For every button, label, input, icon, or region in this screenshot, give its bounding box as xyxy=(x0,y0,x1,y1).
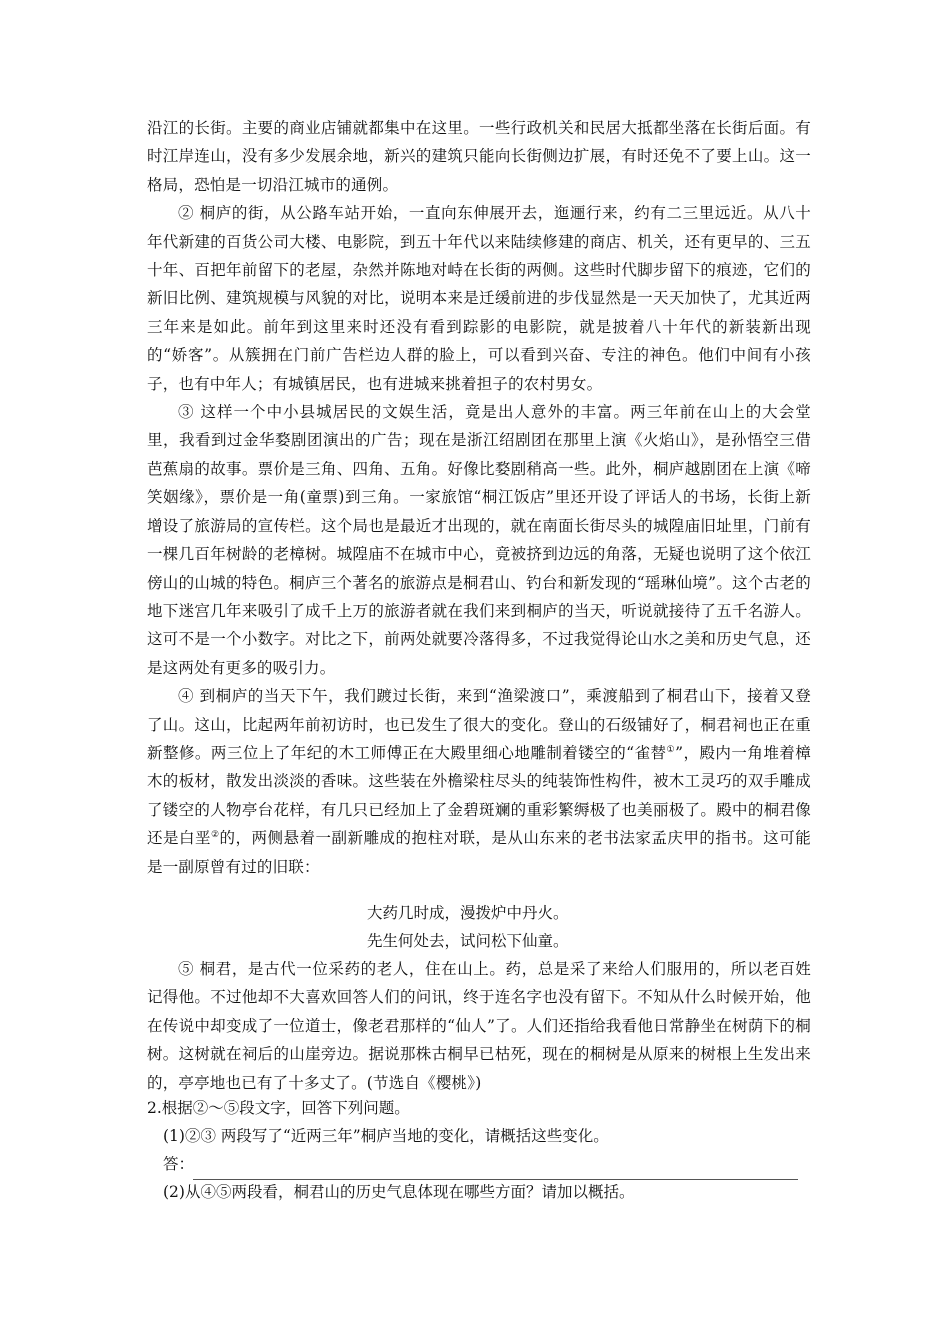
paragraph-4 xyxy=(147,682,811,881)
paragraph-4-part-c: 的，两侧悬着一副新雕成的抱柱对联，是从山东来的老书法家孟庆甲的指书。这可能是一副原曾有过的旧联： xyxy=(147,829,811,876)
paragraph-4-part-b: ”，殿内一角堆着樟木的板材，散发出淡淡的香味。这些装在外檐梁柱尽头的纯装饰性构件，被木工灵巧的双手雕成了镂空的人物亭台花样，有几只已经加上了金碧斑斓的重彩繁缛极了也美丽极了。殿中的桐君像还是白垩 xyxy=(147,743,811,848)
answer-label: 答： xyxy=(163,1155,195,1173)
paragraph-1: 沿江的长街。主要的商业店铺就都集中在这里。一些行政机关和民居大抵都坐落在长街后面。有时江岸连山，没有多少发展余地，新兴的建筑只能向长街侧边扩展，有时还免不了要上山。这一格局，恐怕是一切沿江城市的通例。 xyxy=(147,119,811,194)
paragraph-2: ② 桐庐的街，从公路车站开始，一直向东伸展开去，迤逦行来，约有二三里远近。从八十年代新建的百货公司大楼、电影院，到五十年代以来陆续修建的商店、机关，还有更早的、三五十年、百把年前留下的老屋，杂然并陈地对峙在长街的两侧。这些时代脚步留下的痕迹，它们的新旧比例、建筑规模与风貌的对比，说明本来是迁缓前进的步伐显然是一天天加快了，尤其近两三年来是如此。前年到这里来时还没有看到踪影的电影院，就是披着八十年代的新装新出现的“娇客”。从簇拥在门前广告栏边人群的脸上，可以看到兴奋、专注的神色。他们中间有小孩子，也有中年人；有城镇居民，也有进城来挑着担子的农村男女。 xyxy=(147,204,811,393)
question-2-2: (2)从④⑤两段看，桐君山的历史气息体现在哪些方面？请加以概括。 xyxy=(163,1183,635,1201)
footnote-marker-1: ① xyxy=(666,744,676,755)
couplet-line-1: 大药几时成，漫拨炉中丹火。 xyxy=(367,904,569,922)
footnote-marker-2: ② xyxy=(210,830,220,840)
paragraph-5: ⑤ 桐君，是古代一位采药的老人，住在山上。药，总是采了来给人们服用的，所以老百姓记得他。不过他却不大喜欢回答人们的问讯，终于连名字也没有留下。不知从什么时候开始，他在传说中却变成了一位道士，像老君那样的“仙人”了。人们还指给我看他日常静坐在树荫下的桐树。这树就在祠后的山崖旁边。据说那株古桐早已枯死，现在的桐树是从原来的树根上生发出来的，亭亭地也已有了十多丈了。(节选自《樱桃》) xyxy=(147,960,811,1092)
paragraph-4-part-a: ④ 到桐庐的当天下午，我们踱过长街，来到“渔梁渡口”，乘渡船到了桐君山下，接着又登了山。这山，比起两年前初访时，也已发生了很大的变化。登山的石级铺好了，桐君祠也正在重新整修。两三位上了年纪的木工师傅正在大殿里细心地雕制着镂空的“雀替 xyxy=(147,687,811,762)
paragraph-3: ③ 这样一个中小县城居民的文娱生活，竟是出人意外的丰富。两三年前在山上的大会堂里，我看到过金华婺剧团演出的广告；现在是浙江绍剧团在那里上演《火焰山》，是孙悟空三借芭蕉扇的故事。票价是三角、四角、五角。好像比婺剧稍高一些。此外，桐庐越剧团在上演《啼笑姻缘》，票价是一角(童票)到三角。一家旅馆“桐江饭店”里还开设了评话人的书场，长街上新增设了旅游局的宣传栏。这个局也是最近才出现的，就在南面长街尽头的城隍庙旧址里，门前有一棵几百年树龄的老樟树。城隍庙不在城市中心，竟被挤到边远的角落，无疑也说明了这个依江傍山的山城的特色。桐庐三个著名的旅游点是桐君山、钓台和新发现的“瑶琳仙境”。这个古老的地下迷宫几年来吸引了成千上万的旅游者就在我们来到桐庐的当天，听说就接待了五千名游人。这可不是一个小数字。对比之下，前两处就要冷落得多，不过我觉得论山水之美和历史气息，还是这两处有更多的吸引力。 xyxy=(147,403,811,677)
couplet-line-2: 先生何处去，试问松下仙童。 xyxy=(367,932,569,950)
question-2-heading: 2.根据②～⑤段文字，回答下列问题。 xyxy=(147,1099,410,1117)
question-2-1: (1)②③ 两段写了“近两三年”桐庐当地的变化，请概括这些变化。 xyxy=(163,1127,609,1145)
passage-top xyxy=(147,114,811,881)
passage-bottom xyxy=(147,955,811,1097)
